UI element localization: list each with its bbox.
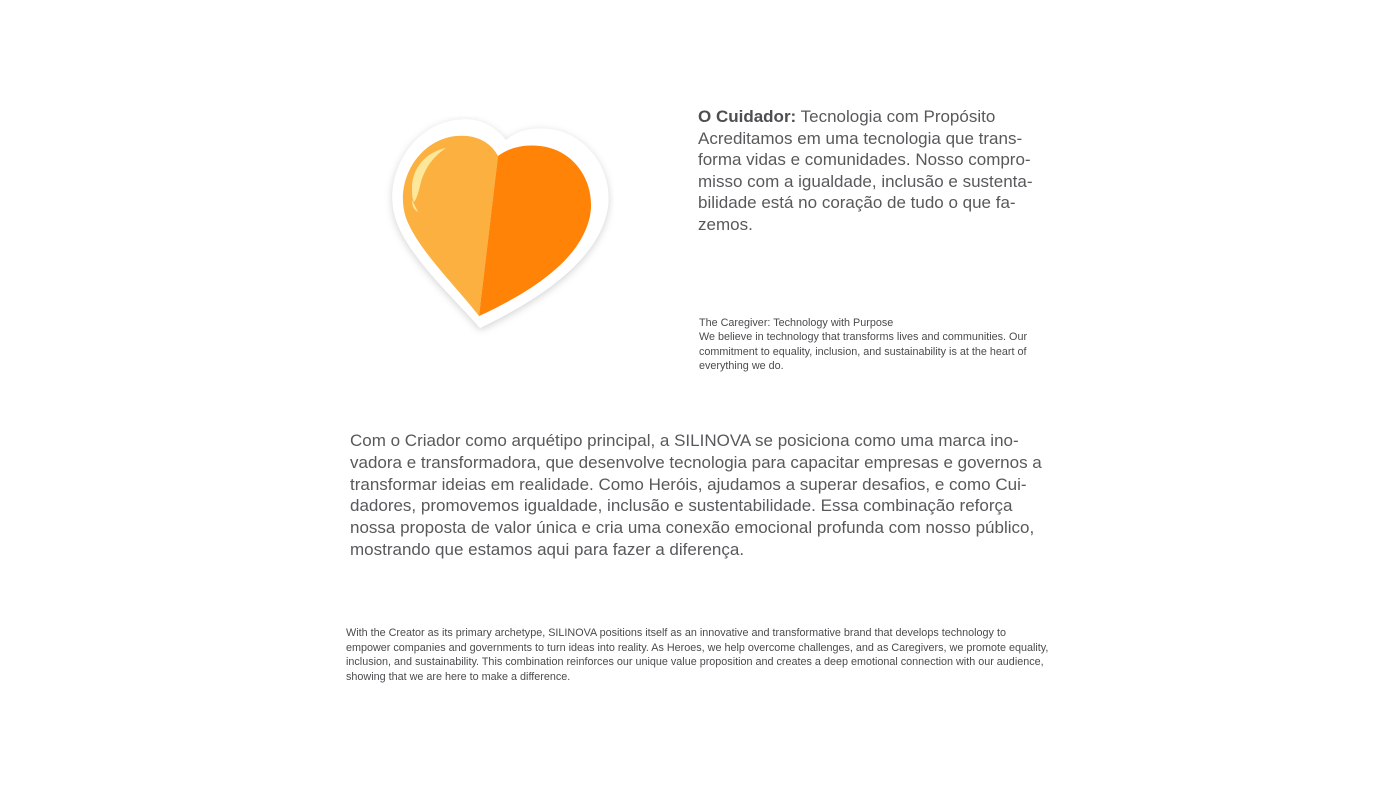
caregiver-en-body: We believe in technology that transforms lives and communities. Our commitment to equality, inclusion, and sustainability is at the heart of everything we do. (699, 331, 1028, 373)
caregiver-pt-block (698, 106, 1048, 236)
caregiver-pt-lead: O Cuidador: (698, 107, 797, 126)
summary-en-text: With the Creator as its primary archetype, SILINOVA positions itself as an innovative and transformative brand that develops technology to empower companies and governments to turn ideas into reality. As Heroes, we help overcome challenges, and as Caregivers, we promote equality, inclusion, and sustainability. This combination reinforces our unique value proposition and creates a deep emotional connection with our audience, showing that we are here to make a difference. (346, 627, 1049, 683)
caregiver-en-title: The Caregiver: Technology with Purpose (699, 317, 894, 329)
caregiver-pt-body: Acreditamos em uma tecnologia que trans-forma vidas e comunidades. Nosso compro-misso com a igualdade, inclusão e sustenta-bilidade está no coração de tudo o que fa-zemos. (698, 128, 1033, 234)
caregiver-pt-title-rest: Tecnologia com Propósito (796, 107, 996, 126)
heart-sticker-icon (384, 116, 614, 340)
caregiver-pt-title (698, 106, 1048, 128)
summary-pt-text: Com o Criador como arquétipo principal, a SILINOVA se posiciona como uma marca ino-vadora e transformadora, que desenvolve tecnologia para capacitar empresas e governos a transformar ideias em realidade. Como Heróis, ajudamos a superar desafios, e como Cui-dadores, promovemos igualdade, inclusão e sustentabilidade. Essa combinação reforça nossa proposta de valor única e cria uma conexão emocional profunda com nosso público, mostrando que estamos aqui para fazer a diferença. (350, 431, 1042, 559)
summary-pt-paragraph (350, 430, 1062, 561)
caregiver-en-block (699, 316, 1049, 374)
summary-en-paragraph (346, 626, 1051, 684)
